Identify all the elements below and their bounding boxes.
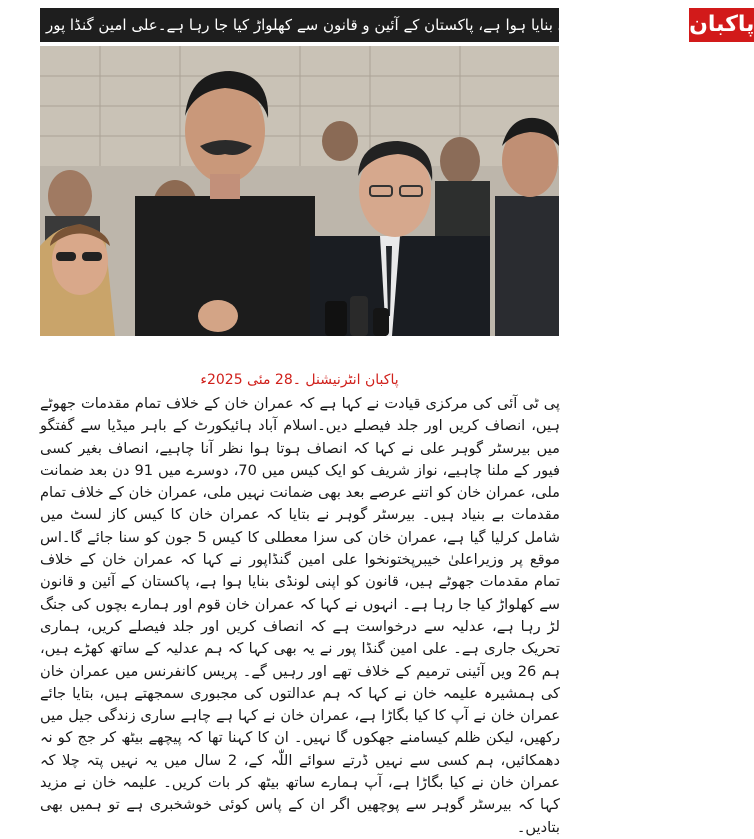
- pakban-logo: پاکبان: [689, 8, 754, 42]
- news-photo: [40, 46, 559, 336]
- article-body: پی ٹی آئی کی مرکزی قیادت نے کہا ہے کہ عمران خان کے خلاف تمام مقدمات جھوٹے ہیں، انصاف کریں اور جلد فیصلے دیں۔اسلام آباد ہائیکورٹ کے باہر میڈیا سے گفتگو میں بیرسٹر گوہر علی نے کہا کہ انصاف ہوتا ہوا نظر آنا چاہیے، انصاف بغیر کسی فیور کے ملنا چاہیے، نواز شریف کو ایک کیس میں 70، دوسرے میں 91 دن بعد ضمانت ملی، عمران خان کو اتنے عرصے بعد بھی ضمانت نہیں ملی، عمران خان کے خلاف تمام مقدمات بے بنیاد ہیں۔ بیرسٹر گوہر نے بتایا کہ عمران خان کا کیس کاز لسٹ میں شامل کرلیا گیا ہے، عمران خان کی سزا معطلی کا کیس 5 جون کو سنا جائے گا۔اس موقع پر وزیراعلیٰ خیبرپختونخوا علی امین گنڈاپور نے کہا کہ عمران خان کے خلاف تمام مقدمات جھوٹے ہیں، قانون کو اپنی لونڈی بنایا ہوا ہے، پاکستان کے آئین و قانون سے کھلواڑ کیا جا رہا ہے۔ انہوں نے کہا کہ عمران خان قوم اور ہمارے بچوں کی جنگ لڑ رہا ہے، عدلیہ سے درخواست ہے کہ انصاف کریں اور جلد فیصلے کریں، ہماری تحریک جاری ہے۔ علی امین گنڈا پور نے یہ بھی کہا کہ ہم عدلیہ کے ساتھ کھڑے ہیں، ہم 26 ویں آئینی ترمیم کے خلاف تھے اور رہیں گے۔ پریس کانفرنس میں عمران خان کی ہمشیرہ علیمہ خان نے کہا کہ ہم عدالتوں کی مجبوری سمجھتے ہیں، بتایا جائے عمران خان نے آپ کا کیا بگاڑا ہے، عمران خان نے کہا ہے چاہے ساری زندگی جیل میں رکھیں، لیکن ظلم کیسامنے جھکوں گا نہیں۔ ان کا کہنا تھا کہ پیچھے بیٹھ کر جج کو نہ دھمکائیں، ہم کسی سے نہیں ڈرتے سوائے اللّٰہ کے، 2 سال میں یہ نہیں پتہ چلا کہ عمران خان نے کیا بگاڑا ہے، آپ ہمارے ساتھ بیٹھ کر بات کریں۔ علیمہ خان نے مزید کہا کہ بیرسٹر گوہر سے پوچھیں اگر ان کے پاس کوئی خوشخبری ہے تو ہمیں بھی بتادیں۔: [40, 395, 560, 836]
- headline-text: قانون کو اپنی لونڈی بنایا ہوا ہے، پاکستان کے آئین و قانون سے کھلواڑ کیا جا رہا ہے۔علی امین گنڈا پور: [46, 16, 684, 34]
- dateline: پاکبان انٹرنیشنل ۔28 مئی 2025ء: [200, 372, 399, 388]
- news-photo-illustration: [40, 46, 559, 336]
- headline-banner: [40, 8, 754, 42]
